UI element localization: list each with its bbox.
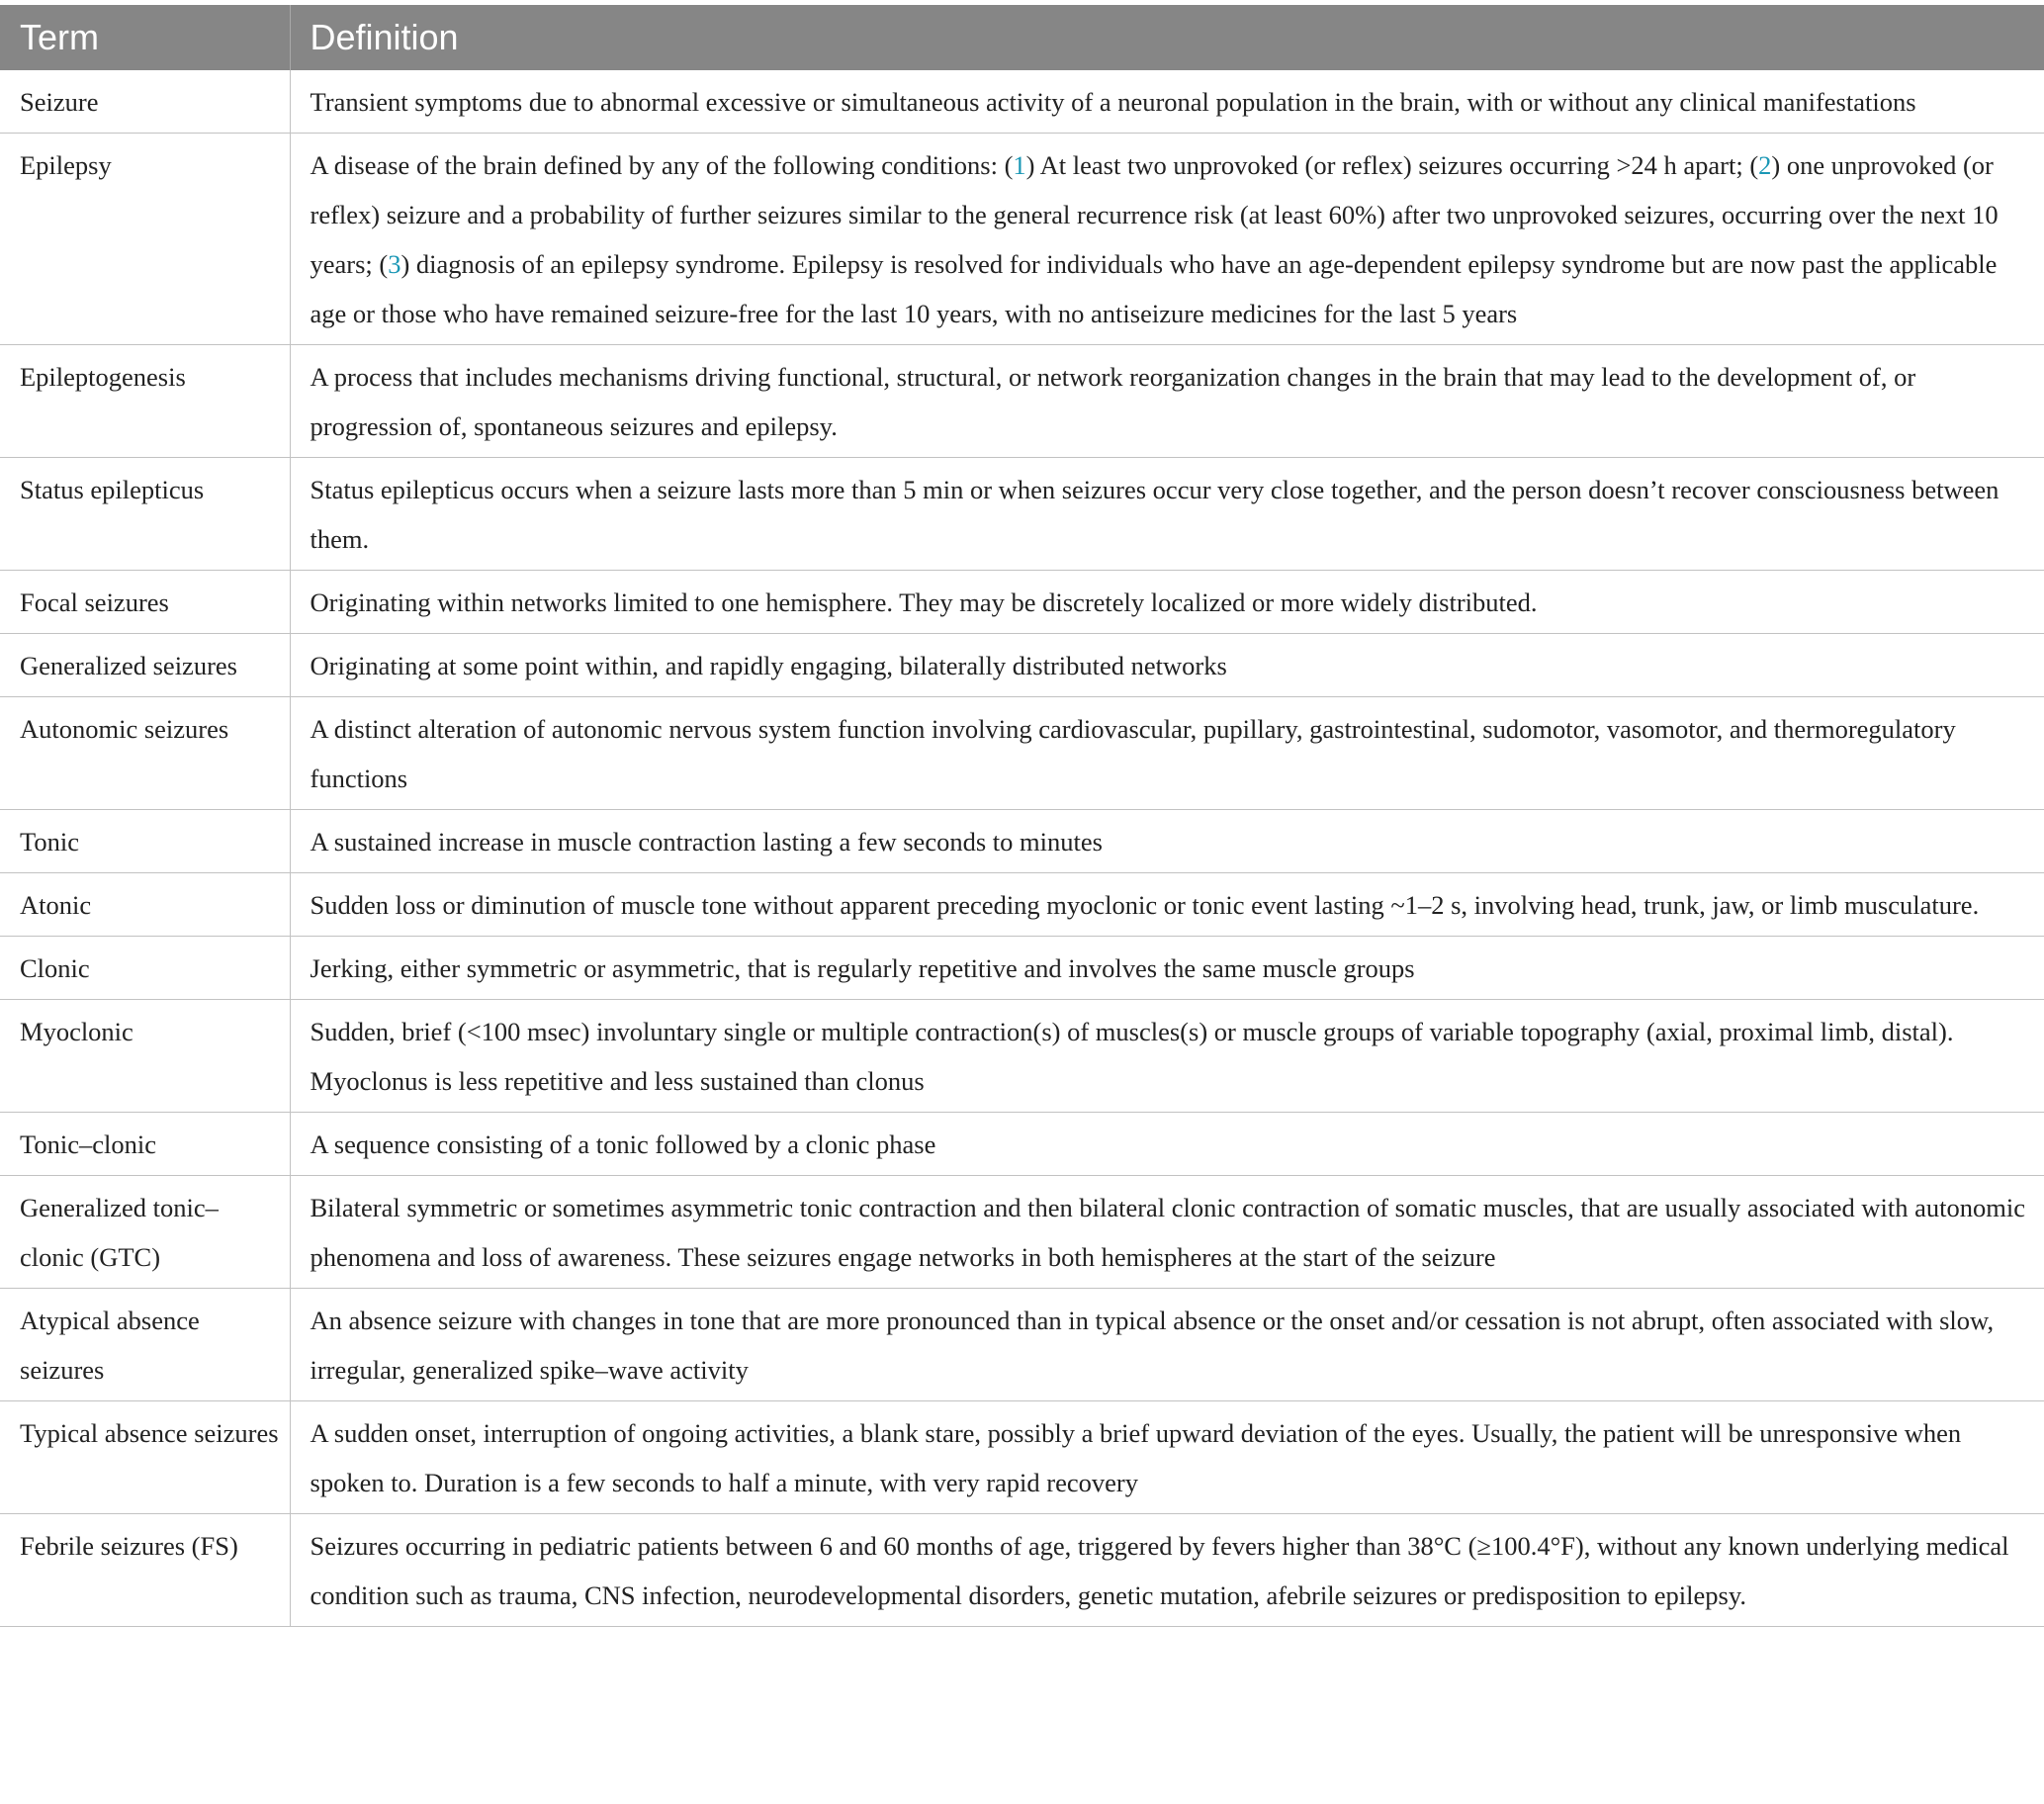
term-cell: Status epilepticus	[0, 458, 290, 571]
table-row	[0, 70, 2044, 134]
table-row	[0, 1176, 2044, 1289]
table-row	[0, 634, 2044, 697]
term-cell: Epileptogenesis	[0, 345, 290, 458]
term-cell: Autonomic seizures	[0, 697, 290, 810]
table-row	[0, 937, 2044, 1000]
table-row	[0, 873, 2044, 937]
table-row	[0, 1289, 2044, 1401]
definition-text: ) one unprovoked (or reflex) seizure and a probability of further seizures similar to the general recurrence risk (at least 60%) after two unprovoked seizures, occurring over the next 10 years; (	[310, 150, 1999, 279]
table-row	[0, 1000, 2044, 1113]
definition-cell: Transient symptoms due to abnormal excessive or simultaneous activity of a neuronal population in the brain, with or without any clinical manifestations	[290, 70, 2044, 134]
term-cell: Generalized tonic–clonic (GTC)	[0, 1176, 290, 1289]
definition-cell: Seizures occurring in pediatric patients between 6 and 60 months of age, triggered by fevers higher than 38°C (≥100.4°F), without any known underlying medical condition such as trauma, CNS infection, neurodevelopmental disorders, genetic mutation, afebrile seizures or predisposition to epilepsy.	[290, 1514, 2044, 1627]
table-row	[0, 134, 2044, 345]
definition-cell: Sudden loss or diminution of muscle tone without apparent preceding myoclonic or tonic event lasting ~1–2 s, involving head, trunk, jaw, or limb musculature.	[290, 873, 2044, 937]
definition-cell: Sudden, brief (<100 msec) involuntary single or multiple contraction(s) of muscles(s) or muscle groups of variable topography (axial, proximal limb, distal). Myoclonus is less repetitive and less sustained than clonus	[290, 1000, 2044, 1113]
definition-text: ) At least two unprovoked (or reflex) seizures occurring >24 h apart; (	[1025, 150, 1759, 180]
table-header-row	[0, 5, 2044, 70]
term-cell: Clonic	[0, 937, 290, 1000]
column-header-term: Term	[0, 5, 290, 70]
definition-cell: Status epilepticus occurs when a seizure lasts more than 5 min or when seizures occur very close together, and the person doesn’t recover consciousness between them.	[290, 458, 2044, 571]
table-row	[0, 1401, 2044, 1514]
reference-link-2[interactable]: 2	[1758, 150, 1772, 180]
reference-link-3[interactable]: 3	[388, 249, 401, 279]
table-row	[0, 697, 2044, 810]
definition-cell: Originating at some point within, and rapidly engaging, bilaterally distributed networks	[290, 634, 2044, 697]
term-cell: Focal seizures	[0, 571, 290, 634]
term-cell: Febrile seizures (FS)	[0, 1514, 290, 1627]
term-cell: Atonic	[0, 873, 290, 937]
definition-cell: A distinct alteration of autonomic nervous system function involving cardiovascular, pupillary, gastrointestinal, sudomotor, vasomotor, and thermoregulatory functions	[290, 697, 2044, 810]
definition-cell: Originating within networks limited to one hemisphere. They may be discretely localized or more widely distributed.	[290, 571, 2044, 634]
term-cell: Tonic	[0, 810, 290, 873]
definitions-table	[0, 5, 2044, 1627]
definition-text: ) diagnosis of an epilepsy syndrome. Epilepsy is resolved for individuals who have an age-dependent epilepsy syndrome but are now past the applicable age or those who have remained seizure-free for the last 10 years, with no antiseizure medicines for the last 5 years	[310, 249, 1998, 328]
term-cell: Myoclonic	[0, 1000, 290, 1113]
definition-cell: A process that includes mechanisms driving functional, structural, or network reorganization changes in the brain that may lead to the development of, or progression of, spontaneous seizures and epilepsy.	[290, 345, 2044, 458]
definition-cell: Bilateral symmetric or sometimes asymmetric tonic contraction and then bilateral clonic contraction of somatic muscles, that are usually associated with autonomic phenomena and loss of awareness. These seizures engage networks in both hemispheres at the start of the seizure	[290, 1176, 2044, 1289]
definition-cell: An absence seizure with changes in tone that are more pronounced than in typical absence or the onset and/or cessation is not abrupt, often associated with slow, irregular, generalized spike–wave activity	[290, 1289, 2044, 1401]
definition-cell	[290, 134, 2044, 345]
table-row	[0, 1514, 2044, 1627]
reference-link-1[interactable]: 1	[1013, 150, 1026, 180]
column-header-definition: Definition	[290, 5, 2044, 70]
table-row	[0, 458, 2044, 571]
table-row	[0, 345, 2044, 458]
term-cell: Atypical absence seizures	[0, 1289, 290, 1401]
table-row	[0, 1113, 2044, 1176]
term-cell: Seizure	[0, 70, 290, 134]
table-row	[0, 571, 2044, 634]
term-cell: Epilepsy	[0, 134, 290, 345]
definition-cell: A sequence consisting of a tonic followed by a clonic phase	[290, 1113, 2044, 1176]
term-cell: Tonic–clonic	[0, 1113, 290, 1176]
definition-cell: Jerking, either symmetric or asymmetric, that is regularly repetitive and involves the same muscle groups	[290, 937, 2044, 1000]
table-row	[0, 810, 2044, 873]
definition-cell: A sudden onset, interruption of ongoing activities, a blank stare, possibly a brief upward deviation of the eyes. Usually, the patient will be unresponsive when spoken to. Duration is a few seconds to half a minute, with very rapid recovery	[290, 1401, 2044, 1514]
definition-text: A disease of the brain defined by any of the following conditions: (	[310, 150, 1014, 180]
definition-cell: A sustained increase in muscle contraction lasting a few seconds to minutes	[290, 810, 2044, 873]
term-cell: Typical absence seizures	[0, 1401, 290, 1514]
term-cell: Generalized seizures	[0, 634, 290, 697]
